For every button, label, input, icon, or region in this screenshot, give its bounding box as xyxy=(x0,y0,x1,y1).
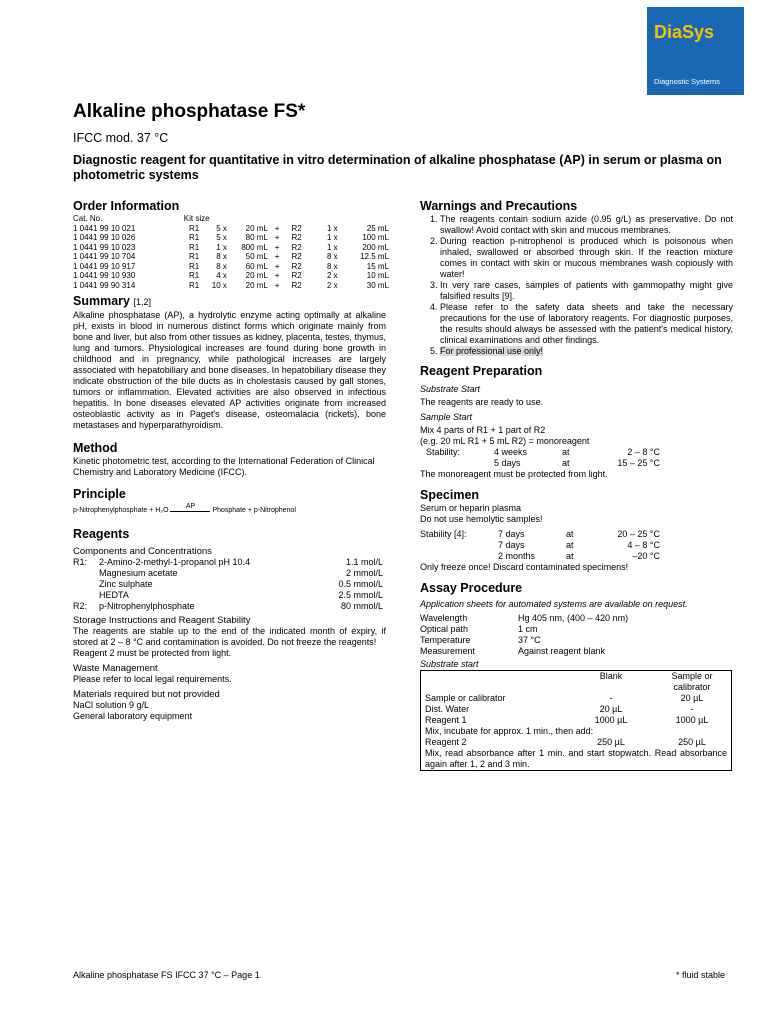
assay-row-label: Sample or calibrator xyxy=(425,693,506,703)
assay-row-blank: 20 µL xyxy=(599,704,623,714)
assay-row-blank: 250 µL xyxy=(597,737,625,747)
assay-row xyxy=(421,693,732,704)
specimen-line-2: Do not use hemolytic samples! xyxy=(420,514,543,524)
method-heading: Method xyxy=(73,441,118,455)
assay-note-1: Mix, incubate for approx. 1 min., then add: xyxy=(425,726,594,736)
order-row xyxy=(73,281,389,291)
monoreagent-stability-table xyxy=(420,447,660,469)
component-concentration: 1.1 mol/L xyxy=(345,557,383,567)
component-reagent: R2: xyxy=(73,601,88,611)
order-cell: R2 xyxy=(291,223,302,233)
prep-stability-row xyxy=(420,447,660,458)
specimen-stability-temperature: –20 °C xyxy=(632,551,660,561)
prep-stability-row xyxy=(420,458,660,469)
prep-stability-temperature: 2 – 8 °C xyxy=(627,447,660,457)
order-cell: 80 mL xyxy=(245,233,268,242)
component-reagent xyxy=(73,568,99,579)
summary-text: Alkaline phosphatase (AP), a hydrolytic enzyme acting optimally at alkaline pH, exists in blood in numerous distinct forms which originate mainly from bone and liver, but also from other tissues as kidney, placenta, testes, thymus, lung and tumors. Physiological increases are found during bone growth in childhood and in pregnancy, while pathological increases are largely associated with hepatobiliary and bone diseases. In hepatobiliary disease they indicate obstruction of the bile ducts as in cholestasis caused by gall stones, tumors or inflammation. Elevated activities are also observed in infectious hepatitis. In bone diseases elevated AP activities originate from increased osteoblastic activity as in Paget's disease, osteomalacia (rickets), bone metastases and hyperparathyroidism. xyxy=(73,310,386,430)
prep-stability-at: at xyxy=(562,458,570,468)
order-cell: 1 0441 99 10 930 xyxy=(73,271,136,280)
order-cell: 1 0441 99 10 704 xyxy=(73,252,136,261)
prep-stability-label: Stability: xyxy=(426,447,461,457)
order-row xyxy=(73,233,389,243)
component-concentration: 2.5 mmol/L xyxy=(338,590,383,600)
component-row xyxy=(73,601,383,612)
order-cell: 1 0441 99 10 026 xyxy=(73,233,136,242)
component-reagent xyxy=(73,579,99,590)
component-name: Magnesium acetate xyxy=(99,568,178,578)
order-cell: 1 0441 99 10 023 xyxy=(73,242,136,252)
waste-heading: Waste Management xyxy=(73,663,158,674)
order-cell: R1 xyxy=(188,261,200,271)
specimen-stability-table xyxy=(420,529,660,562)
assay-param-label: Optical path xyxy=(420,624,469,634)
assay-param-value: Hg 405 nm, (400 – 420 nm) xyxy=(518,613,629,623)
order-cell: 12.5 mL xyxy=(360,252,389,261)
order-cell: 5 x xyxy=(216,233,227,242)
specimen-stability-at: at xyxy=(566,551,574,561)
component-concentration: 2 mmol/L xyxy=(345,568,383,578)
specimen-stability-temperature: 4 – 8 °C xyxy=(627,540,660,550)
storage-text: The reagents are stable up to the end of the indicated month of expiry, if stored at 2 – 8 °C and contamination is avoided. Do not freeze the reagents! xyxy=(73,626,386,647)
document-description: Diagnostic reagent for quantitative in vitro determination of alkaline phosphatase (AP) in serum or plasma on photometric systems xyxy=(73,153,722,182)
order-row xyxy=(73,224,389,234)
order-cell: 8 x xyxy=(326,252,338,261)
reagents-heading: Reagents xyxy=(73,527,130,541)
order-cell: 10 mL xyxy=(366,271,389,280)
principle-equation xyxy=(73,505,386,516)
assay-param-label: Measurement xyxy=(420,646,476,656)
assay-param-value: 1 cm xyxy=(518,624,538,634)
order-cell: 50 mL xyxy=(245,252,268,261)
principle-reactants: p-Nitrophenylphosphate + H₂O xyxy=(73,507,169,514)
component-row xyxy=(73,579,383,590)
assay-row-label: Reagent 1 xyxy=(425,715,467,725)
sample-start-heading: Sample Start xyxy=(420,412,473,422)
order-cell: 100 mL xyxy=(362,233,389,242)
assay-row-sample: - xyxy=(690,704,694,714)
order-cell: 8 x xyxy=(216,261,227,271)
order-header-row xyxy=(73,214,389,224)
order-cell: R2 xyxy=(291,242,302,252)
order-cell: 1 0441 99 90 314 xyxy=(73,280,136,290)
left-column xyxy=(73,198,389,722)
order-cell: 1 0441 99 10 917 xyxy=(73,261,136,271)
assay-param-value: 37 °C xyxy=(518,635,541,645)
principle-heading: Principle xyxy=(73,487,126,501)
order-cell: R2 xyxy=(291,252,302,261)
order-cell: 8 x xyxy=(216,252,227,261)
footer-page-label: Alkaline phosphatase FS IFCC 37 °C – Page 1 xyxy=(73,970,260,980)
prep-stability-label xyxy=(420,458,494,469)
prep-stability-duration: 4 weeks xyxy=(494,447,528,457)
order-cell: 20 mL xyxy=(245,271,268,280)
materials-heading: Materials required but not provided xyxy=(73,689,220,700)
order-cell: + xyxy=(274,280,280,290)
specimen-line-1: Serum or heparin plasma xyxy=(420,503,522,513)
order-cell: 10 x xyxy=(211,280,227,290)
component-reagent xyxy=(73,590,99,601)
order-table xyxy=(73,214,389,290)
assay-param-row xyxy=(420,624,628,635)
reagent-prep-heading: Reagent Preparation xyxy=(420,364,543,378)
warning-text: For professional use only! xyxy=(440,346,544,356)
substrate-start-label: Substrate start xyxy=(420,659,479,669)
order-cell: 1 x xyxy=(326,223,338,233)
principle-enzyme: AP xyxy=(185,503,196,510)
assay-row xyxy=(421,704,732,715)
assay-note-2: Mix, read absorbance after 1 min. and start stopwatch. Read absorbance again after 1, 2 and 3 min. xyxy=(425,748,727,769)
specimen-stability-row xyxy=(420,551,660,562)
component-name: 2-Amino-2-methyl-1-propanol pH 10.4 xyxy=(99,557,251,567)
component-concentration: 80 mmol/L xyxy=(340,601,383,611)
substrate-start-text: The reagents are ready to use. xyxy=(420,397,544,407)
assay-col-blank: Blank xyxy=(599,671,623,681)
materials-item-2: General laboratory equipment xyxy=(73,711,193,721)
assay-col-sample: Sample or calibrator xyxy=(671,671,713,692)
order-cell: R1 xyxy=(188,242,200,252)
assay-header-row xyxy=(421,671,732,694)
assay-param-value: Against reagent blank xyxy=(518,646,606,656)
storage-text-2: Reagent 2 must be protected from light. xyxy=(73,648,232,658)
component-row xyxy=(73,557,383,568)
order-cell: + xyxy=(274,233,280,242)
order-cell: 4 x xyxy=(216,271,227,280)
order-cell: 20 mL xyxy=(245,280,268,290)
order-cell: 1 x xyxy=(326,233,338,242)
component-name: HEDTA xyxy=(99,590,129,600)
footer-note: * fluid stable xyxy=(676,970,726,980)
assay-note-row xyxy=(421,748,732,771)
order-cell: 60 mL xyxy=(245,261,268,271)
order-cell: 5 x xyxy=(216,223,227,233)
assay-param-label: Temperature xyxy=(420,635,471,645)
specimen-stability-temperature: 20 – 25 °C xyxy=(617,529,660,539)
assay-row-sample: 250 µL xyxy=(678,737,706,747)
order-cell: R1 xyxy=(188,280,200,290)
summary-heading xyxy=(73,293,386,310)
order-cell: + xyxy=(274,223,280,233)
assay-row-sample: 1000 µL xyxy=(675,715,709,725)
order-cell: 8 x xyxy=(326,261,338,271)
order-cell: R1 xyxy=(188,271,200,280)
warning-item xyxy=(440,302,733,346)
warnings-heading: Warnings and Precautions xyxy=(420,199,578,213)
component-reagent: R1: xyxy=(73,557,88,567)
order-cell: 1 x xyxy=(326,242,338,252)
warning-item xyxy=(440,214,733,236)
prep-stability-duration: 5 days xyxy=(494,458,521,468)
assay-row-blank: 1000 µL xyxy=(594,715,628,725)
monoreagent-protect-text: The monoreagent must be protected from light. xyxy=(420,469,608,479)
method-text: Kinetic photometric test, according to the International Federation of Clinical Chemistry and Laboratory Medicine (IFCC). xyxy=(73,456,375,477)
order-cell: R2 xyxy=(291,261,302,271)
specimen-stability-label xyxy=(420,540,498,551)
order-cell: R2 xyxy=(291,233,302,242)
component-row xyxy=(73,568,383,579)
warnings-list xyxy=(420,214,733,357)
assay-param-row xyxy=(420,635,628,646)
document-title: Alkaline phosphatase FS* xyxy=(73,101,306,122)
order-cell: 20 mL xyxy=(245,223,268,233)
order-cell: 30 mL xyxy=(366,280,389,290)
order-cell: 200 mL xyxy=(362,242,389,252)
specimen-stability-at: at xyxy=(566,529,574,539)
specimen-stability-duration: 7 days xyxy=(498,529,525,539)
order-cell: R1 xyxy=(188,252,200,261)
components-table xyxy=(73,557,383,612)
sample-start-text-2: (e.g. 20 mL R1 + 5 mL R2) = monoreagent xyxy=(420,436,590,446)
order-cell: 2 x xyxy=(326,271,338,280)
prep-stability-at: at xyxy=(562,447,570,457)
specimen-heading: Specimen xyxy=(420,488,480,502)
order-cell: 1 0441 99 10 021 xyxy=(73,223,136,233)
assay-param-row xyxy=(420,613,628,624)
order-cell: 25 mL xyxy=(366,223,389,233)
component-concentration: 0.5 mmol/L xyxy=(338,579,383,589)
summary-title: Summary xyxy=(73,294,130,308)
order-cell: + xyxy=(274,261,280,271)
principle-arrow xyxy=(170,505,210,516)
assay-row xyxy=(421,737,732,748)
order-cell: 2 x xyxy=(326,280,338,290)
waste-text: Please refer to local legal requirements. xyxy=(73,674,232,684)
document-subtitle: IFCC mod. 37 °C xyxy=(73,131,169,145)
assay-row-sample: 20 µL xyxy=(680,693,704,703)
component-row xyxy=(73,590,383,601)
materials-item-1: NaCl solution 9 g/L xyxy=(73,700,150,710)
components-heading: Components and Concentrations xyxy=(73,546,212,557)
order-cell: + xyxy=(274,242,280,252)
prep-stability-temperature: 15 – 25 °C xyxy=(617,458,660,468)
diasys-logo xyxy=(647,7,744,95)
assay-row-blank: - xyxy=(609,693,613,703)
order-heading: Order Information xyxy=(73,199,180,213)
assay-table xyxy=(420,670,732,771)
specimen-freeze-text: Only freeze once! Discard contaminated specimens! xyxy=(420,562,629,572)
specimen-stability-duration: 2 months xyxy=(498,551,536,561)
storage-heading: Storage Instructions and Reagent Stability xyxy=(73,615,251,626)
order-row xyxy=(73,252,389,262)
principle-products: Phosphate + p-Nitrophenol xyxy=(212,507,296,514)
warning-item xyxy=(440,346,733,357)
specimen-stability-label xyxy=(420,551,498,562)
assay-param-row xyxy=(420,646,628,657)
order-cell: R1 xyxy=(188,233,200,242)
assay-params-table xyxy=(420,613,628,657)
logo-subtitle: Diagnostic Systems xyxy=(654,77,720,86)
assay-row xyxy=(421,715,732,726)
order-cell: + xyxy=(274,252,280,261)
assay-intro: Application sheets for automated systems are available on request. xyxy=(420,599,688,609)
component-name: p-Nitrophenylphosphate xyxy=(99,601,195,611)
assay-row-label: Reagent 2 xyxy=(425,737,467,747)
substrate-start-heading: Substrate Start xyxy=(420,384,481,394)
warning-text: Please refer to the safety data sheets and take the necessary precautions for the use of laboratory reagents. For diagnostic purposes, the results should always be assessed with the patient's medical history, clinical examinations and other findings. xyxy=(440,302,733,345)
order-row xyxy=(73,271,389,281)
component-name: Zinc sulphate xyxy=(99,579,153,589)
specimen-stability-duration: 7 days xyxy=(498,540,525,550)
order-col-cat: Cat. No. xyxy=(73,214,103,223)
warning-text: In very rare cases, samples of patients with gammopathy might give falsified results [9]. xyxy=(440,280,733,301)
order-cell: 15 mL xyxy=(366,261,389,271)
order-row xyxy=(73,243,389,253)
summary-ref: [1,2] xyxy=(133,297,151,307)
order-cell: R2 xyxy=(291,280,302,290)
order-row xyxy=(73,262,389,272)
order-cell: 1 x xyxy=(216,242,227,252)
assay-note-row xyxy=(421,726,732,737)
logo-name: DiaSys xyxy=(654,22,715,42)
specimen-stability-at: at xyxy=(566,540,574,550)
specimen-stability-row xyxy=(420,540,660,551)
right-column xyxy=(420,198,733,771)
order-cell: R2 xyxy=(291,271,302,280)
assay-heading: Assay Procedure xyxy=(420,581,523,595)
specimen-stability-label: Stability [4]: xyxy=(420,529,467,539)
order-cell: + xyxy=(274,271,280,280)
warning-text: During reaction p-nitrophenol is produced which is poisonous when inhaled, swallowed or absorbed through skin. If the reaction mixture comes in contact with skin or mucous membranes wash copiously with water! xyxy=(440,236,733,279)
order-col-kit: Kit size xyxy=(183,214,210,223)
assay-param-label: Wavelength xyxy=(420,613,468,623)
arrow-line xyxy=(170,511,210,512)
warning-item xyxy=(440,236,733,280)
order-cell: R1 xyxy=(188,223,200,233)
specimen-stability-row xyxy=(420,529,660,540)
warning-item xyxy=(440,280,733,302)
order-cell: 800 mL xyxy=(241,242,268,252)
warning-text: The reagents contain sodium azide (0.95 g/L) as preservative. Do not swallow! Avoid contact with skin and mucous membranes. xyxy=(440,214,733,235)
sample-start-text-1: Mix 4 parts of R1 + 1 part of R2 xyxy=(420,425,546,435)
assay-row-label: Dist. Water xyxy=(425,704,470,714)
